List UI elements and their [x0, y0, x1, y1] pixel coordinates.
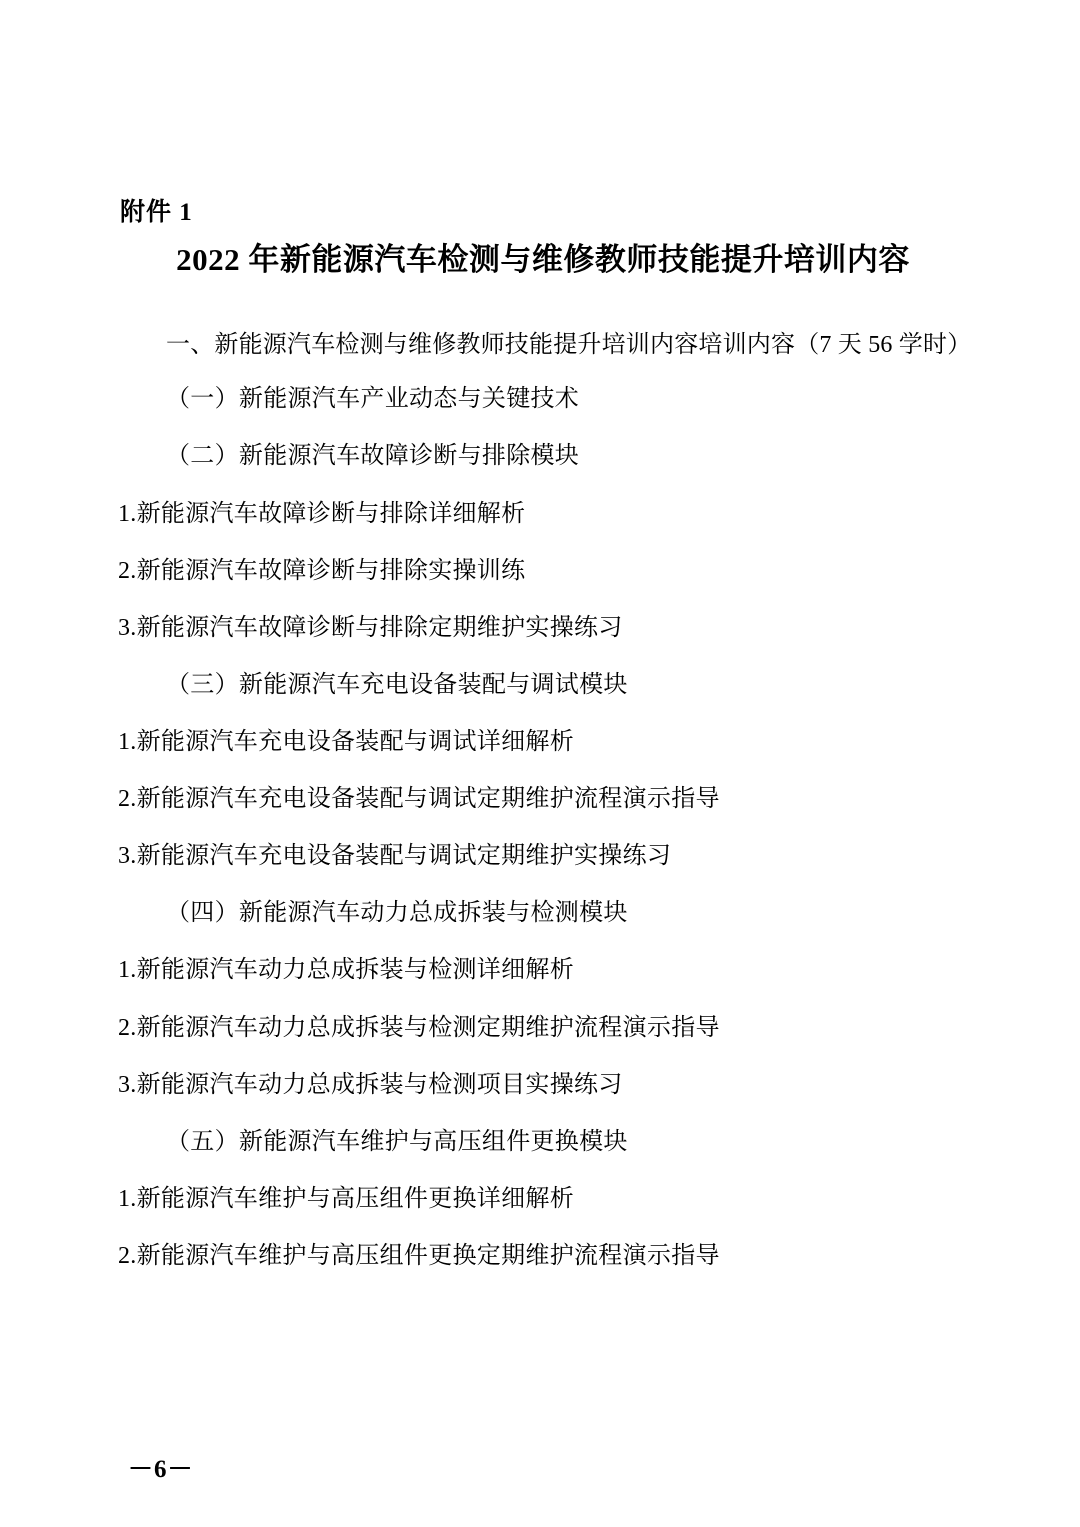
list-item: 1.新能源汽车动力总成拆装与检测详细解析 [118, 957, 574, 984]
list-item: （五）新能源汽车维护与高压组件更换模块 [166, 1128, 628, 1155]
list-item: 2.新能源汽车动力总成拆装与检测定期维护流程演示指导 [118, 1014, 720, 1041]
list-item: （二）新能源汽车故障诊断与排除模块 [166, 443, 580, 470]
list-item: （四）新能源汽车动力总成拆装与检测模块 [166, 900, 628, 927]
page-title: 2022 年新能源汽车检测与维修教师技能提升培训内容 [176, 242, 910, 277]
page-number: －6－ [128, 1456, 194, 1483]
content-list [118, 371, 968, 1285]
list-item: 3.新能源汽车故障诊断与排除定期维护实操练习 [118, 614, 623, 641]
list-item: 1.新能源汽车维护与高压组件更换详细解析 [118, 1185, 574, 1212]
list-item: 2.新能源汽车故障诊断与排除实操训练 [118, 557, 526, 584]
list-item: 1.新能源汽车故障诊断与排除详细解析 [118, 500, 526, 527]
section-heading: 一、新能源汽车检测与维修教师技能提升培训内容培训内容（7 天 56 学时） [166, 331, 972, 358]
list-item: （一）新能源汽车产业动态与关键技术 [166, 386, 580, 413]
attachment-label: 附件 1 [120, 199, 193, 226]
list-item: 2.新能源汽车维护与高压组件更换定期维护流程演示指导 [118, 1242, 720, 1269]
list-item: 1.新能源汽车充电设备装配与调试详细解析 [118, 728, 574, 755]
list-item: 3.新能源汽车充电设备装配与调试定期维护实操练习 [118, 843, 672, 870]
list-item: 3.新能源汽车动力总成拆装与检测项目实操练习 [118, 1071, 623, 1098]
list-item: 2.新能源汽车充电设备装配与调试定期维护流程演示指导 [118, 786, 720, 813]
list-item: （三）新能源汽车充电设备装配与调试模块 [166, 671, 628, 698]
